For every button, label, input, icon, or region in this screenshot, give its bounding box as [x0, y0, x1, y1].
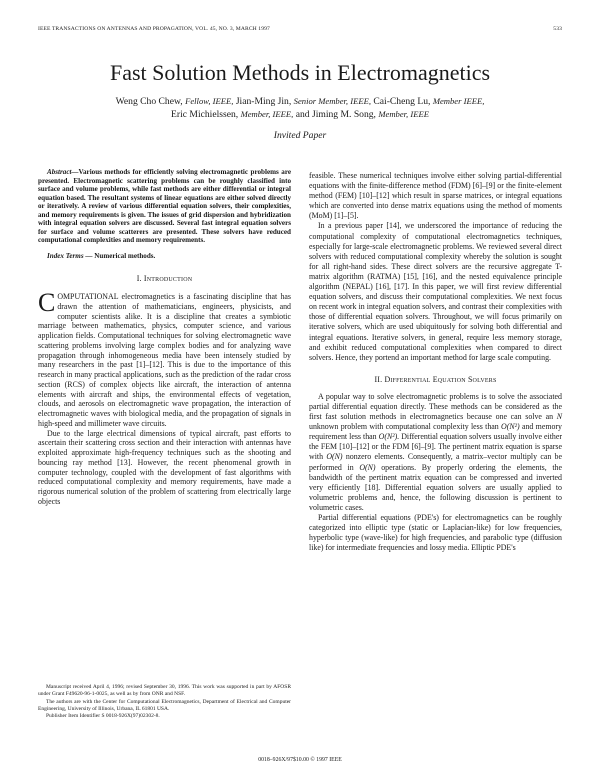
index-terms: [38, 252, 291, 261]
index-terms-label: Index Terms —: [47, 251, 93, 260]
copyright-footer: 0018–926X/97$10.00 © 1997 IEEE: [258, 757, 342, 763]
author-name: Eric Michielssen,: [171, 109, 239, 120]
de-paragraph-1: [309, 392, 562, 513]
math-n: N: [556, 412, 562, 422]
page-number: 533: [553, 26, 562, 32]
author-affiliation: Member, IEEE: [378, 109, 429, 119]
intro-paragraph-continued: feasible. These numerical techniques involve either solving partial-differential equations with the finite-difference method (FDM) [6]–[9] or the finite-element method (FEM) [10]–[12] which result in sparse matrices, or integral equations which are converted into dense matrix equations using the method of moments (MoM) [1]–[5].: [309, 171, 562, 221]
index-terms-text: Numerical methods.: [94, 251, 156, 260]
section-heading-introduction: I. Introduction: [136, 274, 193, 284]
math-operations: O(N): [359, 462, 376, 472]
author-affiliation: Senior Member, IEEE,: [293, 96, 371, 106]
abstract-text: Various methods for efficiently solving electromagnetic problems are presented. Electromagnetic scattering problems can be roughly classified into surface and volume problems, while fast methods are either differential or integral equation based. The resultant systems of linear equations are either solved directly or iteratively. A review of various differential equation solvers, their complexities, and memory requirements is given. The issues of grid dispersion and hybridization with integral equation solvers are discussed. Several fast integral equation solvers for surface and volume scatterers are presented. These solvers have reduced computational complexities and memory requirements.: [38, 168, 291, 245]
de-text: unknown problem with computational complexity less than: [309, 422, 499, 432]
footnote-publisher-id: Publisher Item Identifier S 0018-926X(97)02302-8.: [46, 713, 160, 720]
author-affiliation: Member IEEE,: [432, 96, 485, 106]
de-text: operations. By properly ordering the elements, the bandwidth of the pertinent matrix equation can be compressed and inverted very efficiently [18]. Differential equation solvers are usually applied to volumetric problems and, hence, the following discussion is pertinent to volumetric cases.: [309, 462, 562, 512]
footnotes: [38, 684, 291, 720]
author-name: and Jiming M. Song,: [295, 109, 376, 120]
author-line-2: [60, 108, 540, 121]
paper-title: Fast Solution Methods in Electromagnetics: [109, 60, 491, 85]
running-header: [38, 26, 562, 36]
abstract: [38, 168, 291, 245]
footnote-manuscript: Manuscript received April 4, 1996; revised September 30, 1996. This work was supported in part by AFOSR under Grant F49620-96-1-0025, as well as by from ONR and NSF.: [38, 684, 291, 698]
author-name: Jian-Ming Jin,: [235, 96, 292, 107]
math-memory: O(N²).: [378, 432, 400, 442]
author-list: [60, 95, 540, 121]
journal-name: IEEE TRANSACTIONS ON ANTENNAS AND PROPAGATION, VOL. 45, NO. 3, MARCH 1997: [38, 26, 270, 32]
math-complexity: O(N²): [501, 422, 520, 432]
right-column: [309, 171, 562, 553]
intro-paragraph-2: Due to the large electrical dimensions of typical aircraft, past efforts to ascertain their scattering cross section and their interaction with antennas have exploited approximate high-frequency techniques such as the shooting and bouncing ray method [13]. However, the recent phenomenal growth in computer technology, coupled with the development of fast algorithms with reduced computational complexity and memory requirements, have made a rigorous numerical solution of the problem of scattering from electrically large objects: [38, 428, 291, 506]
intro-paragraph-1: [38, 288, 291, 429]
math-nonzero: O(N): [326, 452, 343, 462]
abstract-label: Abstract—: [47, 168, 79, 176]
intro-paragraph-previous-work: In a previous paper [14], we underscored the importance of reducing the computational complexity of computational electromagnetics techniques, especially for large-scale electromagnetic problems. We reviewed several direct solvers with reduced computational complexity whereby the solution is sought for all right-hand sides. These direct solvers are the recursive aggregate T-matrix algorithm (RATMA) [15], [16], and the nested equivalence principle algorithm (NEPAL) [16], [17]. In this paper, we will first review differential equation solvers, and discuss their computational complexities. We next focus on recent work in integral equation solvers, and contrast their complexities with those of differential equation solvers. Throughout, we will focus primarily on iterative solvers, which are used ubiquitously for solving both differential and integral equations. Iterative solvers, in general, require less memory storage, and exhibit reduced computational complexities when compared to direct solvers. Hence, they portend an important method for large scale computing.: [309, 221, 562, 362]
de-text: A popular way to solve electromagnetic problems is to solve the associated partial differential equation directly. These methods can be considered as the first fast solution methods in electromagnetics because one can solve an: [309, 391, 562, 422]
author-line-1: [60, 95, 540, 108]
left-column: [38, 168, 291, 507]
paper-type: Invited Paper: [273, 130, 327, 141]
section-heading-differential-equation-solvers: II. Differential Equation Solvers: [374, 374, 497, 384]
author-name: Weng Cho Chew,: [115, 96, 183, 107]
de-text: and memory requirement less than: [309, 422, 562, 442]
de-paragraph-2: Partial differential equations (PDE's) for electromagnetics can be roughly categorized into elliptic type (static or Laplacian-like) for low frequencies, hyperbolic type (wave-like) for high frequencies, and parabolic type (diffusion like) for intermediate frequencies and lossy media. Elliptic PDE's: [309, 513, 562, 553]
de-text: nonzero elements. Consequently, a matrix–vector multiply can be performed in: [309, 452, 563, 472]
drop-cap: C: [38, 288, 56, 318]
author-affiliation: Fellow, IEEE,: [185, 96, 234, 106]
intro-paragraph-1-text: OMPUTATIONAL electromagnetics is a fascinating discipline that has drawn the attention of mathematicians, engineers, physicists, and computer scientists alike. It is a discipline that creates a symbiotic marriage between mathematics, physics, computer science, and various application fields. Computational techniques for solving electromagnetic wave scattering problems involving large complex bodies and for analyzing wave propagation through inhomogeneous media have been intensely studied by many researchers in the past [1]–[12]. This is due to the importance of this research in many practical applications, such as the prediction of the radar cross section (RCS) of complex objects like aircraft, the interaction of antenna elements with aircraft and ships, the environmental effects of vegetation, clouds, and aerosols on electromagnetic wave propagation, the interaction of electromagnetic waves with biological media, and the propagation of signals in high-speed and millimeter wave circuits.: [38, 292, 291, 428]
footnote-authors: The authors are with the Center for Computational Electromagnetics, Department of Electrical and Computer Engineering, University of Illinois, Urbana, IL 61801 USA.: [38, 698, 291, 712]
de-text: Differential equation solvers usually involve either the FEM [10]–[12] or the FDM [6]–[9]. The pertinent matrix equation is sparse with: [309, 432, 562, 462]
author-affiliation: Member, IEEE,: [240, 109, 294, 119]
author-name: Cai-Cheng Lu,: [373, 96, 431, 107]
